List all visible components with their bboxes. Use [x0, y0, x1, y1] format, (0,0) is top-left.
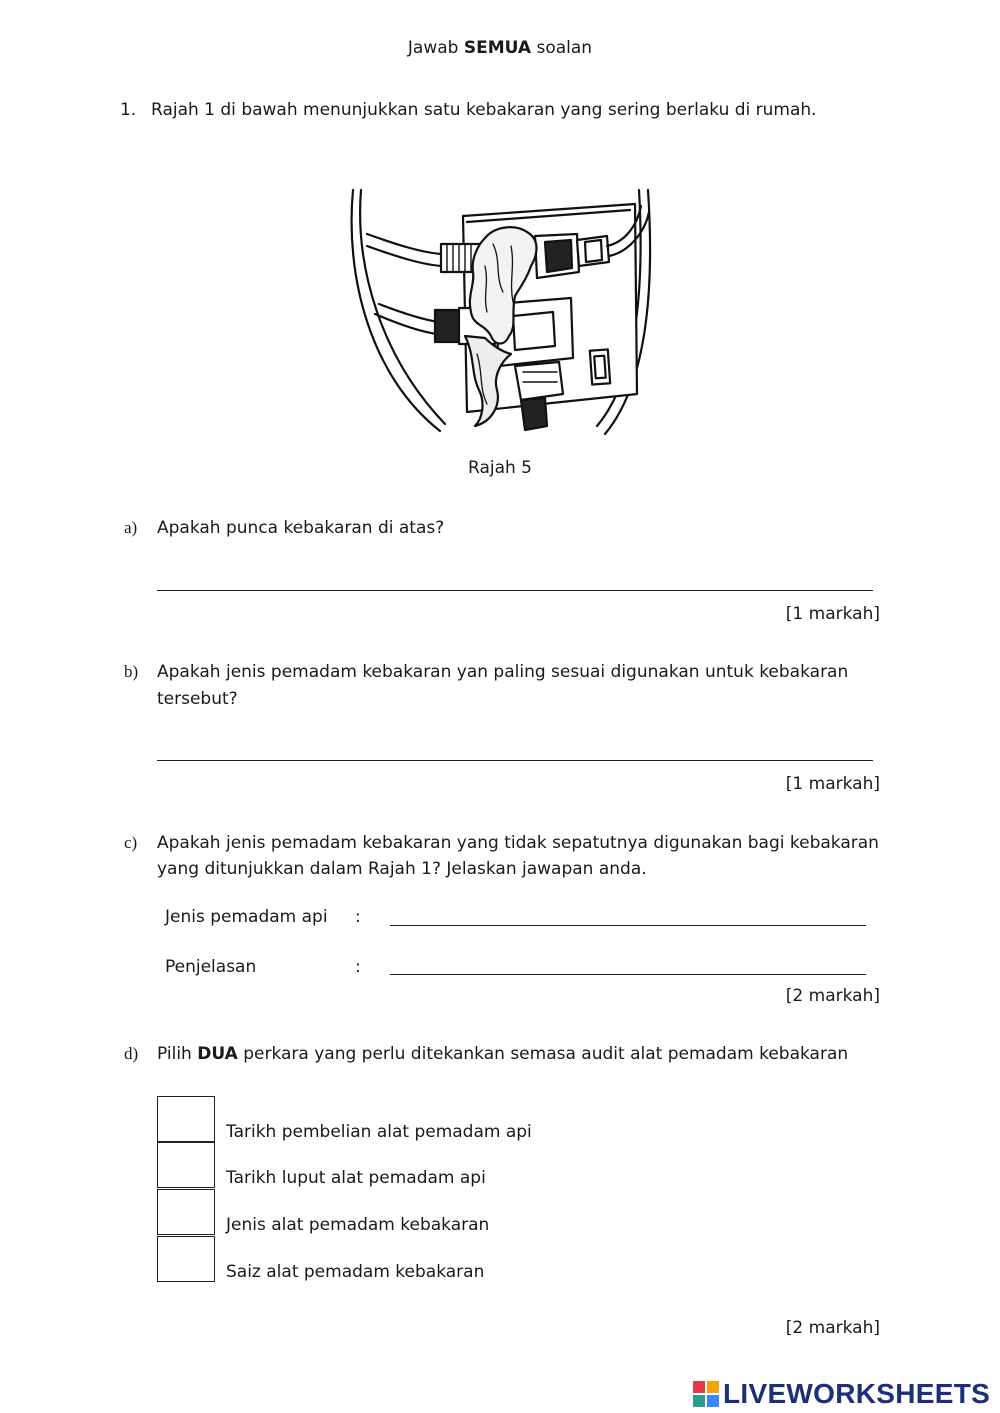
part-b-text-line1: Apakah jenis pemadam kebakaran yan paling sesuai digunakan untuk kebakaran	[157, 662, 849, 682]
option-label-2: Tarikh luput alat pemadam api	[226, 1168, 486, 1188]
option-checkbox-3[interactable]	[157, 1189, 215, 1235]
part-d-label: d)	[124, 1044, 139, 1063]
explanation-field-answer-line[interactable]	[390, 974, 866, 975]
part-a-answer-line[interactable]	[157, 590, 873, 591]
type-field-colon: :	[355, 907, 361, 927]
part-d-bold: DUA	[197, 1044, 238, 1064]
part-d-suffix: perkara yang perlu ditekankan semasa audit alat pemadam kebakaran	[243, 1044, 849, 1064]
option-checkbox-4[interactable]	[157, 1236, 215, 1282]
option-label-4: Saiz alat pemadam kebakaran	[226, 1262, 485, 1282]
type-field-answer-line[interactable]	[390, 925, 866, 926]
part-a-text: Apakah punca kebakaran di atas?	[157, 518, 445, 538]
explanation-field-label: Penjelasan	[165, 957, 257, 977]
explanation-field-colon: :	[355, 957, 361, 977]
logo-text: LIVEWORKSHEETS	[723, 1378, 991, 1409]
part-c-marks: [2 markah]	[785, 986, 880, 1006]
part-b-text-line2: tersebut?	[157, 689, 238, 709]
question-number: 1.	[120, 100, 137, 120]
part-c-text-line1: Apakah jenis pemadam kebakaran yang tidak sepatutnya digunakan bagi kebakaran	[157, 833, 879, 853]
part-a-label: a)	[124, 518, 138, 537]
option-checkbox-2[interactable]	[157, 1142, 215, 1188]
question-text: Rajah 1 di bawah menunjukkan satu kebakaran yang sering berlaku di rumah.	[151, 100, 817, 120]
part-d-text	[157, 1044, 848, 1064]
part-b-label: b)	[124, 662, 139, 681]
part-c-text-line2: yang ditunjukkan dalam Rajah 1? Jelaskan jawapan anda.	[157, 859, 647, 879]
liveworksheets-badge-icon	[693, 1381, 719, 1407]
option-label-3: Jenis alat pemadam kebakaran	[226, 1215, 490, 1235]
figure-caption: Rajah 5	[468, 458, 532, 478]
type-field-label: Jenis pemadam api	[165, 907, 328, 927]
part-b-answer-line[interactable]	[157, 760, 873, 761]
part-c-label: c)	[124, 833, 138, 852]
option-label-1: Tarikh pembelian alat pemadam api	[226, 1122, 532, 1142]
instructions	[0, 38, 1000, 58]
part-a-marks: [1 markah]	[785, 604, 880, 624]
instructions-suffix: soalan	[536, 38, 593, 58]
option-checkbox-1[interactable]	[157, 1096, 215, 1142]
part-b-marks: [1 markah]	[785, 774, 880, 794]
burning-socket-illustration	[345, 186, 657, 436]
part-d-marks: [2 markah]	[785, 1318, 880, 1338]
liveworksheets-logo	[693, 1378, 990, 1410]
part-d-prefix: Pilih	[157, 1044, 192, 1064]
instructions-prefix: Jawab	[407, 38, 459, 58]
instructions-bold: SEMUA	[463, 38, 532, 58]
